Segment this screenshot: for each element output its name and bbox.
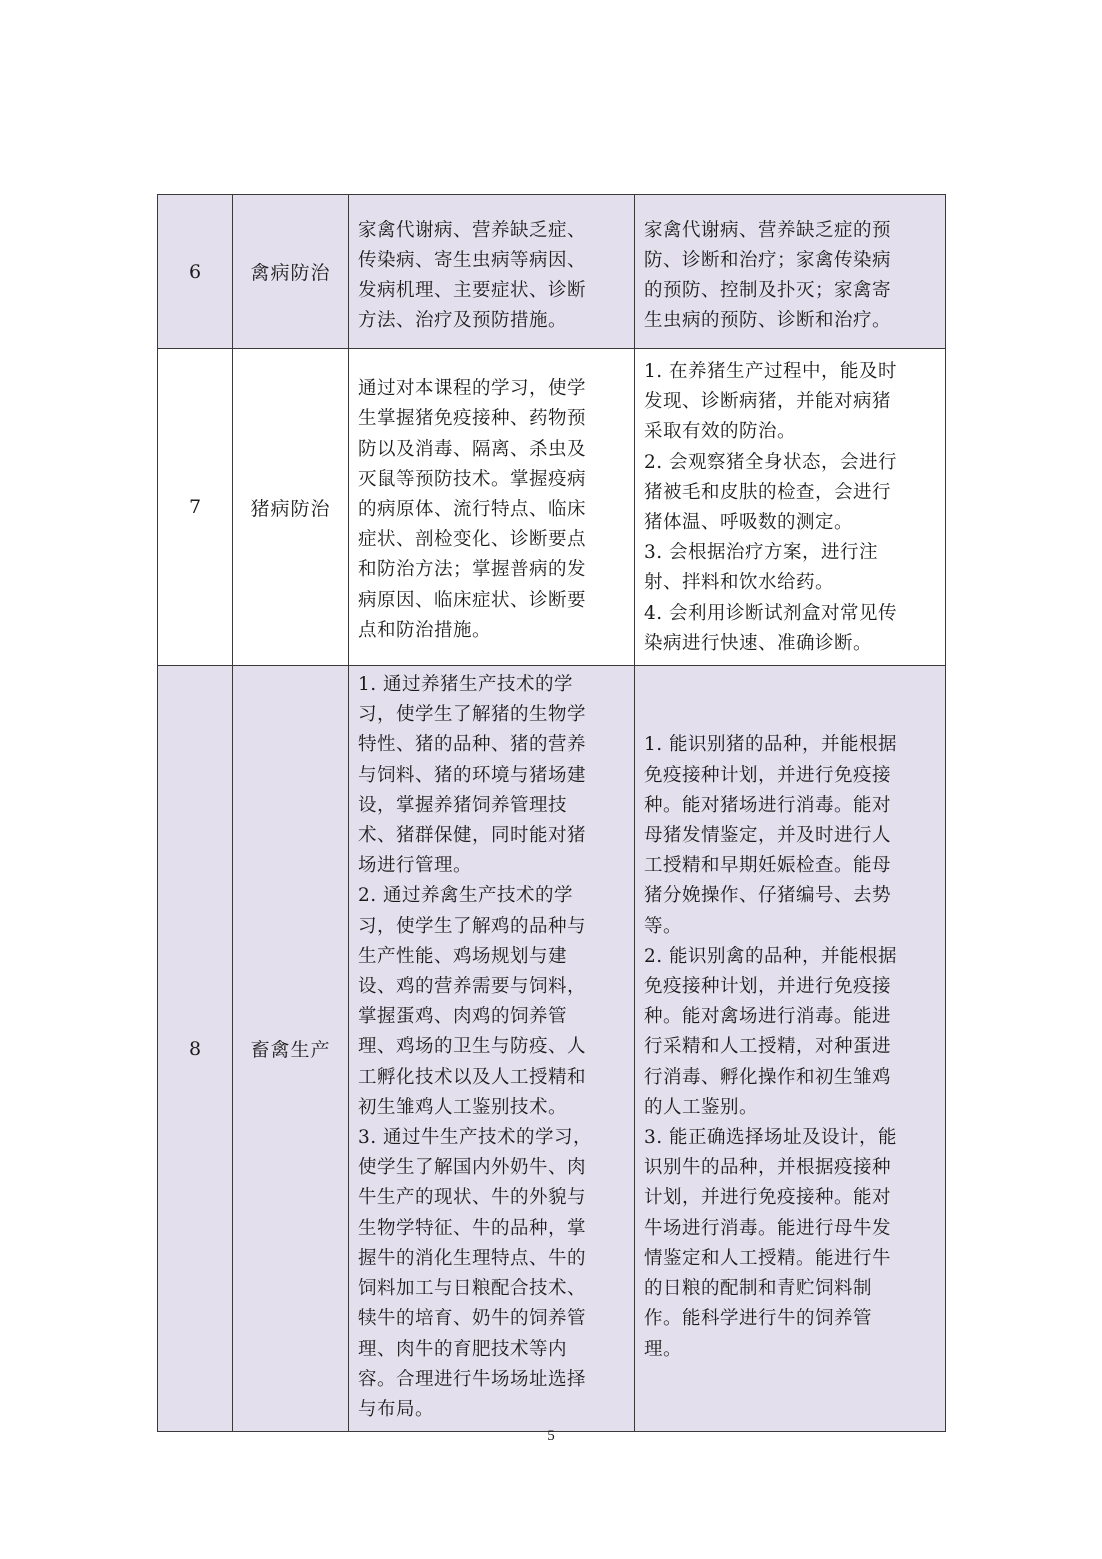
course-content-cell: [349, 349, 635, 666]
course-skills: 1. 能识别猪的品种，并能根据 免疫接种计划，并进行免疫接 种。能对猪场进行消毒。能对 母猪发情鉴定，并及时进行人 工授精和早期妊娠检查。能母 猪分娩操作、仔猪编号、去势 等。 2. 能识别禽的品种，并能根据 免疫接种计划，并进行免疫接 种。能对禽场进行消毒。能进 行采精和人工授精，对种蛋进 行消毒、孵化操作和初生雏鸡 的人工鉴别。 3. 能正确选择场址及设计，能 识别牛的品种，并根据疫接种 计划，并进行免疫接种。能对 牛场进行消毒。能进行母牛发 情鉴定和人工授精。能进行牛 的日粮的配制和青贮饲料制 作。能科学进行牛的饲养管 理。: [644, 734, 898, 1360]
course-content: 通过对本课程的学习，使学 生掌握猪免疫接种、药物预 防以及消毒、隔离、杀虫及 灭鼠等预防技术。掌握疫病 的病原体、流行特点、临床 症状、剖检变化、诊断要点 和防治方法；掌握普病的发 病原因、临床症状、诊断要 点和防治措施。: [358, 378, 587, 641]
course-name: 猪病防治: [233, 349, 349, 666]
table-row: [158, 666, 946, 1432]
row-number: 8: [158, 666, 233, 1432]
course-skills: 1. 在养猪生产过程中，能及时 发现、诊断病猪，并能对病猪 采取有效的防治。 2. 会观察猪全身状态，会进行 猪被毛和皮肤的检查，会进行 猪体温、呼吸数的测定。 3. 会根据治疗方案，进行注 射、拌料和饮水给药。 4. 会利用诊断试剂盒对常见传 染病进行快速、准确诊断。: [644, 361, 898, 654]
course-content-cell: [349, 195, 635, 349]
course-content: 家禽代谢病、营养缺乏症、 传染病、寄生虫病等病因、 发病机理、主要症状、诊断 方法、治疗及预防措施。: [358, 219, 587, 332]
course-skills-cell: [635, 666, 946, 1432]
course-name: 禽病防治: [233, 195, 349, 349]
table-row: [158, 349, 946, 666]
page-number: 5: [547, 1428, 555, 1444]
row-number: 7: [158, 349, 233, 666]
course-skills-cell: [635, 195, 946, 349]
course-content: 1. 通过养猪生产技术的学 习，使学生了解猪的生物学 特性、猪的品种、猪的营养 与饲料、猪的环境与猪场建 设，掌握养猪饲养管理技 术、猪群保健，同时能对猪 场进行管理。 2. 通过养禽生产技术的学 习，使学生了解鸡的品种与 生产性能、鸡场规划与建 设、鸡的营养需要与饲料， 掌握蛋鸡、肉鸡的饲养管 理、鸡场的卫生与防疫、人 工孵化技术以及人工授精和 初生雏鸡人工鉴别技术。 3. 通过牛生产技术的学习， 使学生了解国内外奶牛、肉 牛生产的现状、牛的外貌与 生物学特征、牛的品种，掌 握牛的消化生理特点、牛的 饲料加工与日粮配合技术、 犊牛的培育、奶牛的饲养管 理、肉牛的育肥技术等内 容。合理进行牛场场址选择 与布局。: [358, 674, 593, 1420]
course-skills-cell: [635, 349, 946, 666]
course-name: 畜禽生产: [233, 666, 349, 1432]
table-row: [158, 195, 946, 349]
course-skills: 家禽代谢病、营养缺乏症的预 防、诊断和治疗；家禽传染病 的预防、控制及扑灭；家禽寄 生虫病的预防、诊断和治疗。: [644, 219, 892, 332]
course-content-cell: [349, 666, 635, 1432]
row-number: 6: [158, 195, 233, 349]
course-table: [157, 194, 946, 1432]
